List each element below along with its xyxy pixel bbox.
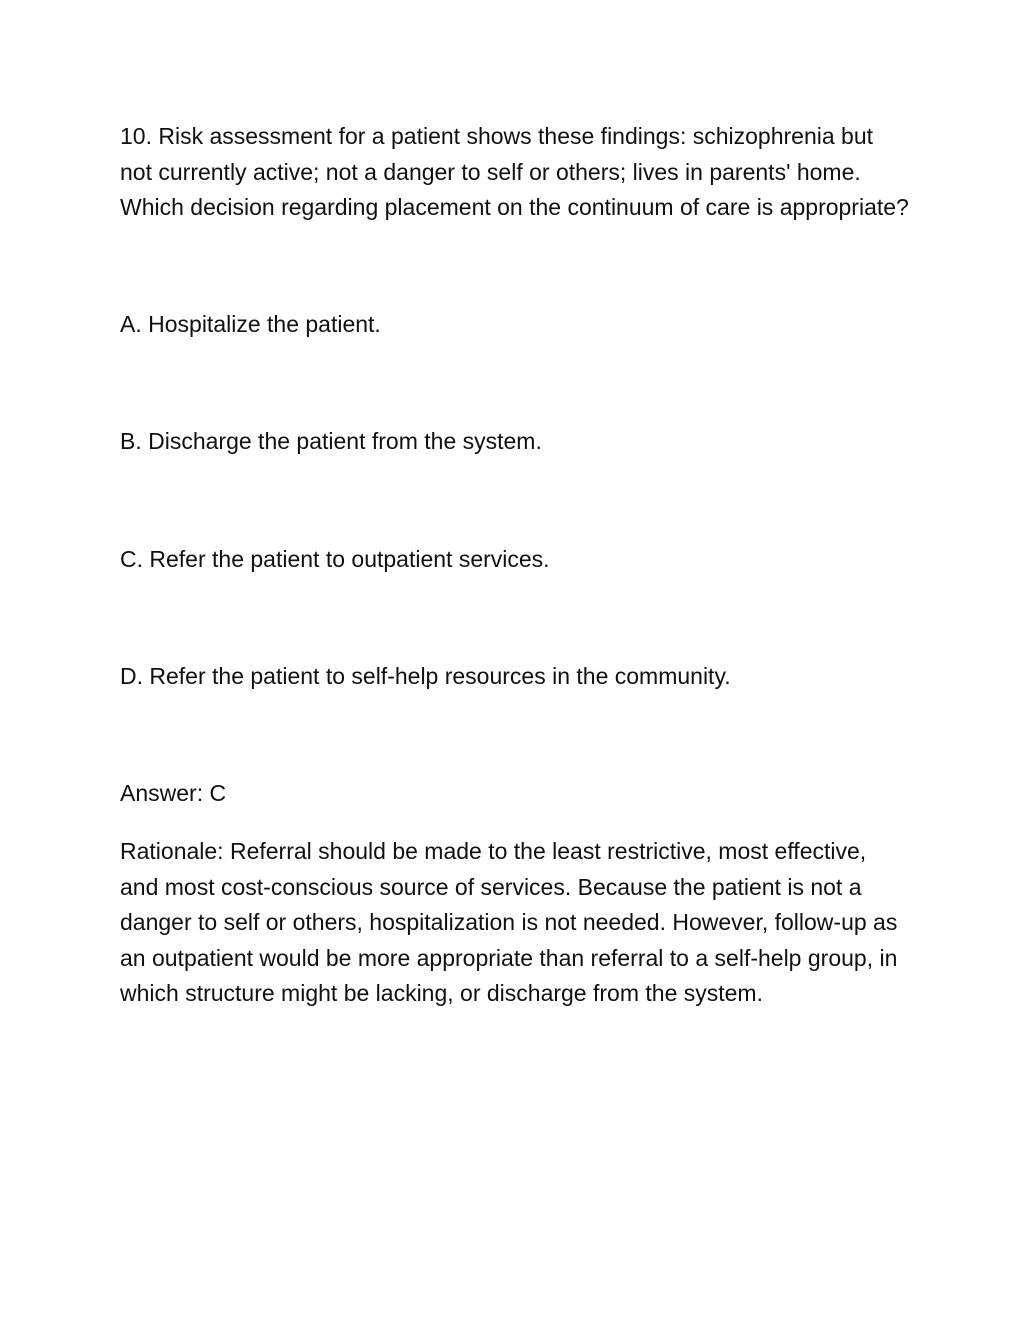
answer-text: Answer: C [120,779,227,806]
option-d: D. Refer the patient to self-help resources in the community. [120,663,731,689]
option-b: B. Discharge the patient from the system. [120,428,542,454]
option-a: A. Hospitalize the patient. [120,310,381,337]
rationale-text: Rationale: Referral should be made to the least restrictive, most effective, and most cost-conscious source of services. Because the patient is not a danger to self or others, hospitalization is not needed. However, follow-up as an outpatient would be more appropriate than referral to a self-help group, in which structure might be lacking, or discharge from the system. [120,838,898,1006]
document-page [120,119,910,1012]
option-c: C. Refer the patient to outpatient services. [120,545,550,572]
question-text: 10. Risk assessment for a patient shows these findings: schizophrenia but not currently active; not a danger to self or others; lives in parents' home. Which decision regarding placement on the continuum of care is appropriate? [120,123,909,220]
